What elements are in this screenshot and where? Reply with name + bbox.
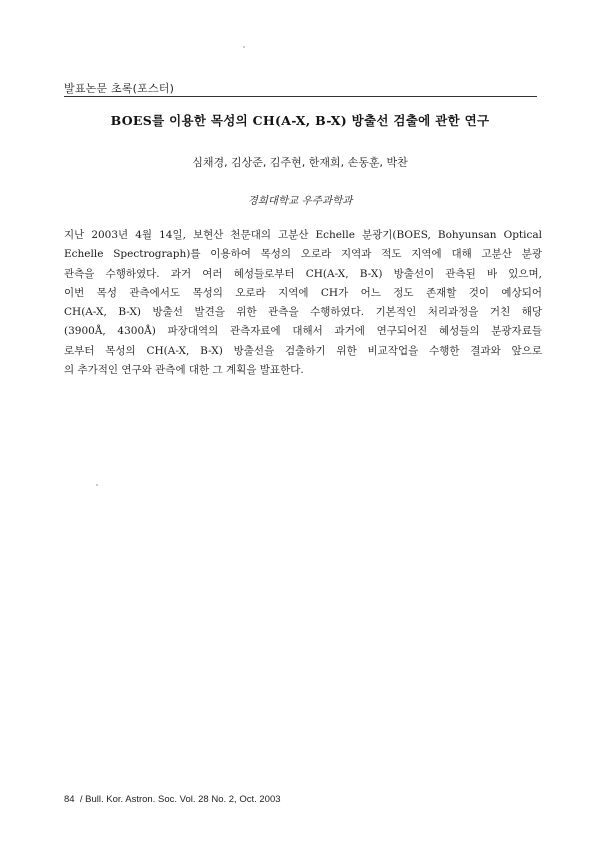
author-list: 심채경, 김상준, 김주현, 한재희, 손동훈, 박찬 — [192, 156, 408, 169]
abstract-line: CH(A-X, B-X) 방출선 발견을 위한 관측을 수행하였다. 기본적인 처리과정을 거친 해당 — [64, 306, 542, 319]
abstract-body — [64, 226, 542, 380]
scan-speck — [96, 484, 98, 486]
header-rule — [64, 96, 537, 97]
abstract-line: 지난 2003년 4월 14일, 보현산 천문대의 고분산 Echelle 분광기(BOES, Bohyunsan Optical — [64, 229, 542, 241]
abstract-line: 의 추가적인 연구와 관측에 대한 그 계획을 발표한다. — [64, 364, 304, 377]
paper-title: BOES를 이용한 목성의 CH(A-X, B-X) 방출선 검출에 관한 연구 — [110, 113, 490, 128]
abstract-line: 관측을 수행하였다. 과거 여러 혜성들로부터 CH(A-X, B-X) 방출선이 관측된 바 있으며, — [64, 267, 542, 280]
journal-citation: 84 / Bull. Kor. Astron. Soc. Vol. 28 No. 2, Oct. 2003 — [64, 794, 281, 805]
abstract-line: 이번 목성 관측에서도 목성의 오로라 지역에 CH가 어느 정도 존재할 것이 예상되어 — [64, 286, 542, 299]
affiliation: 경희대학교 우주과학과 — [247, 195, 353, 207]
abstract-line: 로부터 목성의 CH(A-X, B-X) 방출선을 검출하기 위한 비교작업을 수행한 결과와 앞으로 — [64, 344, 542, 357]
scan-speck — [243, 46, 245, 48]
abstract-line: (3900Å, 4300Å) 파장대역의 관측자료에 대해서 과거에 연구되어진 혜성들의 분광자료들 — [64, 325, 542, 338]
abstract-line: Echelle Spectrograph)를 이용하여 목성의 오로라 지역과 적도 지역에 대해 고분산 분광 — [64, 248, 542, 261]
section-label: 발표논문 초록(포스터) — [64, 82, 175, 95]
